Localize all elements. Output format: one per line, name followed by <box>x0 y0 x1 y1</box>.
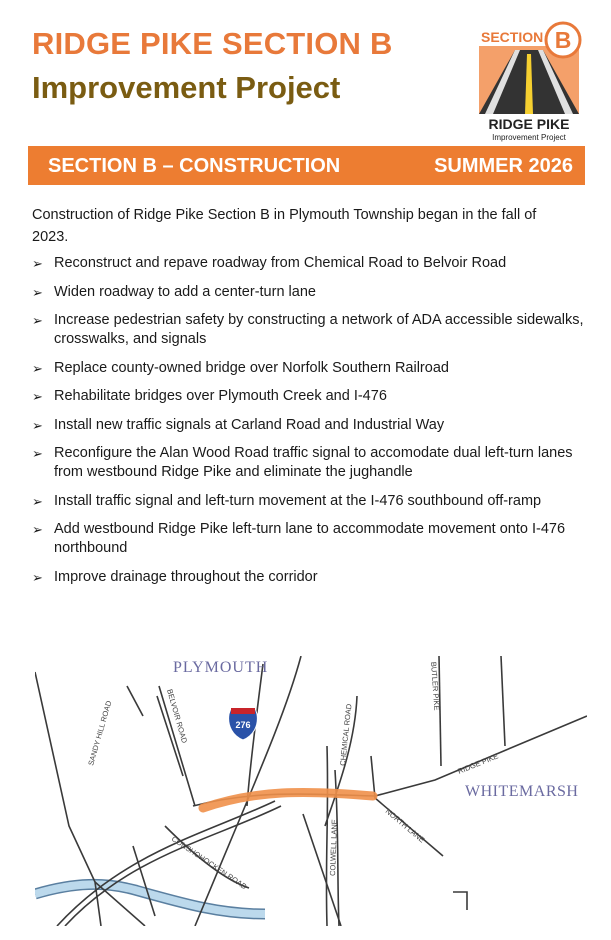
arrow-bullet-icon: ➢ <box>32 569 43 585</box>
arrow-bullet-icon: ➢ <box>32 284 43 300</box>
map-label-butler: BUTLER PIKE <box>429 661 442 711</box>
map-label-plymouth: PLYMOUTH <box>173 659 269 676</box>
arrow-bullet-icon: ➢ <box>32 522 43 537</box>
list-item <box>32 387 584 406</box>
map-label-belvoir: BELVOIR ROAD <box>165 688 190 745</box>
list-item-text: Replace county-owned bridge over Norfolk Southern Railroad <box>54 359 449 376</box>
arrow-bullet-icon: ➢ <box>32 313 43 328</box>
list-item-text: Install traffic signal and left-turn movement at the I-476 southbound off-ramp <box>54 492 542 509</box>
list-item-text: Reconfigure the Alan Wood Road traffic signal to accomodate dual left-turn lanes from westbound Ridge Pike and eliminate the jughandle <box>54 445 573 480</box>
list-item <box>32 283 584 302</box>
map-label-ridge: RIDGE PIKE <box>456 751 500 776</box>
list-item <box>32 520 584 558</box>
list-item <box>32 492 584 511</box>
title-line-1: RIDGE PIKE SECTION B <box>32 26 393 61</box>
improvement-list <box>32 254 584 596</box>
list-item-text: Rehabilitate bridges over Plymouth Creek and I-476 <box>54 388 387 404</box>
title-line-2: Improvement Project <box>32 70 341 105</box>
banner-left-text: SECTION B – CONSTRUCTION <box>48 155 341 177</box>
arrow-bullet-icon: ➢ <box>32 360 43 376</box>
arrow-bullet-icon: ➢ <box>32 389 43 404</box>
banner-right-text: SUMMER 2026 <box>434 155 573 177</box>
list-item <box>32 444 584 482</box>
logo-name: RIDGE PIKE <box>488 116 570 132</box>
list-item-text: Reconstruct and repave roadway from Chemical Road to Belvoir Road <box>54 255 507 271</box>
map-label-conshohocken: CONSHOHOCKEN ROAD <box>169 834 249 892</box>
arrow-bullet-icon: ➢ <box>32 493 43 509</box>
interstate-shield-label: 276 <box>235 720 251 730</box>
list-item <box>32 311 584 349</box>
map-label-colwell: COLWELL LANE <box>328 819 339 877</box>
list-item-text: Increase pedestrian safety by constructing a network of ADA accessible sidewalks, crosswalks, and signals <box>54 312 584 347</box>
list-item <box>32 254 584 273</box>
project-map <box>35 656 587 926</box>
list-item-text: Add westbound Ridge Pike left-turn lane to accommodate movement onto I-476 northbound <box>54 521 566 556</box>
intro-paragraph: Construction of Ridge Pike Section B in Plymouth Township began in the fall of 2023. <box>32 207 537 245</box>
arrow-bullet-icon: ➢ <box>32 417 43 433</box>
list-item <box>32 568 584 587</box>
arrow-bullet-icon: ➢ <box>32 446 43 461</box>
list-item-text: Install new traffic signals at Carland Road and Industrial Way <box>54 416 445 433</box>
map-label-chemical: CHEMICAL ROAD <box>338 703 354 767</box>
map-label-whitemarsh: WHITEMARSH <box>465 783 579 800</box>
map-label-sandy-hill: SANDY HILL ROAD <box>86 699 114 767</box>
list-item <box>32 416 584 435</box>
arrow-bullet-icon: ➢ <box>32 256 43 271</box>
map-label-north-lane: NORTH LANE <box>383 806 427 845</box>
list-item-text: Widen roadway to add a center-turn lane <box>54 283 316 300</box>
ridge-pike-logo <box>473 20 585 144</box>
list-item-text: Improve drainage throughout the corridor <box>54 568 318 585</box>
section-banner <box>28 146 585 185</box>
list-item <box>32 359 584 378</box>
logo-subtitle: Improvement Project <box>492 133 566 142</box>
logo-section-text: SECTION <box>481 29 544 45</box>
logo-letter: B <box>554 27 572 53</box>
